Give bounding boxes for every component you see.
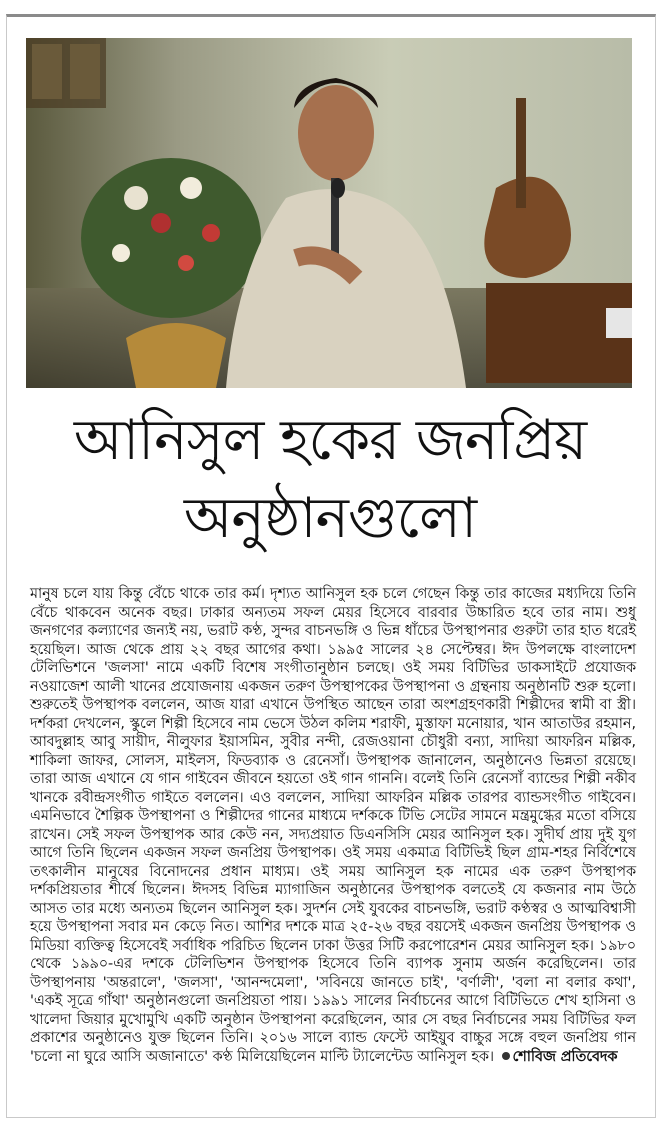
headline bbox=[20, 402, 640, 558]
article-text: মানুষ চলে যায় কিন্তু বেঁচে থাকে তার কর্ম। দৃশ্যত আনিসুল হক চলে গেছেন কিন্তু তার কাজের মধ্যদিয়ে তিনি বেঁচে থাকবেন অনেক বছর। ঢাকার অন্যতম সফল মেয়র হিসেবে বারবার উচ্চারিত হবে তার নাম। শুধু জনগণের কল্যাণের জন্যই নয়, ভরাট কণ্ঠ, সুন্দর বাচনভঙ্গি ও ভিন্ন ধাঁচের উপস্থাপনার গুরুটা তার হাত ধরেই হয়েছিল। আজ থেকে প্রায় ২২ বছর আগের কথা। ১৯৯৫ সালের ২৪ সেপ্টেম্বর। ঈদ উপলক্ষে বাংলাদেশ টেলিভিশনে 'জলসা' নামে একটি বিশেষ সংগীতানুষ্ঠান চলছে। ওই সময় বিটিভির ডাকসাইটে প্রযোজক নওয়াজেশ আলী খানের প্রযোজনায় একজন তরুণ উপস্থাপকের উপস্থাপনা ও গ্রন্থনায় অনুষ্ঠানটি শুরু হলো। শুরুতেই উপস্থাপক বললেন, আজ যারা এখানে উপস্থিত আছেন তারা অংশগ্রহণকারী শিল্পীদের স্বামী বা স্ত্রী। দর্শকরা দেখলেন, স্কুলে শিল্পী হিসেবে নাম ভেসে উঠল কলিম শরাফী, মুস্তাফা মনোয়ার, খান আতাউর রহমান, আবদুল্লাহ আবু সায়ীদ, নীলুফার ইয়াসমিন, সুবীর নন্দী, রেজওয়ানা চৌধুরী বন্যা, সাদিয়া আফরিন মল্লিক, শাকিলা জাফর, সোলস, মাইলস, ফিডব্যাক ও রেনেসাঁ। উপস্থাপক জানালেন, অনুষ্ঠানেও ভিন্নতা রয়েছে। তারা আজ এখানে যে গান গাইবেন জীবনে হয়তো ওই গান গাননি। বলেই তিনি রেনেসাঁ ব্যান্ডের শিল্পী নকীব খানকে রবীন্দ্রসংগীত গাইতে বললেন। এও বললেন, সাদিয়া আফরিন মল্লিক তারপর ব্যান্ডসংগীত গাইবেন। এমনিভাবে শৈল্পিক উপস্থাপনা ও শিল্পীদের গানের মাধ্যমে দর্শককে টিভি সেটের সামনে মন্ত্রমুগ্ধের মতো বসিয়ে রাখেন। সেই সফল উপস্থাপক আর কেউ নন, সদ্যপ্রয়াত ডিএনসিসি মেয়র আনিসুল হক। সুদীর্ঘ প্রায় দুই যুগ আগে তিনি ছিলেন একজন সফল জনপ্রিয় উপস্থাপক। ওই সময় একমাত্র বিটিভিই ছিল গ্রাম-শহর নির্বিশেষে তৎকালীন মানুষের বিনোদনের প্রধান মাধ্যম। ওই সময় আনিসুল হক নামের এক তরুণ উপস্থাপক দর্শকপ্রিয়তার শীর্ষে ছিলেন। ঈদসহ বিভিন্ন ম্যাগাজিন অনুষ্ঠানের উপস্থাপক বলতেই যে কজনার নাম উঠে আসত তার মধ্যে অন্যতম ছিলেন আনিসুল হক। সুদর্শন সেই যুবকের বাচনভঙ্গি, ভরাট কণ্ঠস্বর ও আত্মবিশ্বাসী হয়ে উপস্থাপনা সবার মন কেড়ে নিত। আশির দশকে মাত্র ২৫-২৬ বছর বয়সেই একজন জনপ্রিয় উপস্থাপক ও মিডিয়া ব্যক্তিত্ব হিসেবেই সর্বাধিক পরিচিত ছিলেন ঢাকা উত্তর সিটি করপোরেশন মেয়র আনিসুল হক। ১৯৮০ থেকে ১৯৯০-এর দশকে টেলিভিশন উপস্থাপক হিসেবে তিনি ব্যাপক সুনাম অর্জন করেছিলেন। তার উপস্থাপনায় 'অন্তরালে', 'জলসা', 'আনন্দমেলা', 'সবিনয়ে জানতে চাই', 'বর্ণালী', 'বলা না বলার কথা', 'একই সূত্রে গাঁথা' অনুষ্ঠানগুলো জনপ্রিয়তা পায়। ১৯৯১ সালের নির্বাচনের আগে বিটিভিতে শেখ হাসিনা ও খালেদা জিয়ার মুখোমুখি একটি অনুষ্ঠান উপস্থাপনা করেছিলেন, আর সে বছর নির্বাচনের সময় বিটিভির ফল প্রকাশের অনুষ্ঠানেও যুক্ত ছিলেন তিনি। ২০১৬ সালে ব্যান্ড ফেস্টে আইয়ুব বাচ্চুর সঙ্গে বহুল জনপ্রিয় গান 'চলো না ঘুরে আসি অজানাতে' কণ্ঠ মিলিয়েছিলেন মাল্টি ট্যালেন্টেড আনিসুল হক। bbox=[30, 586, 636, 1065]
article-body bbox=[30, 585, 636, 1066]
headline-line-1: আনিসুল হকের জনপ্রিয় bbox=[73, 408, 587, 473]
headline-line-2: অনুষ্ঠানগুলো bbox=[183, 486, 477, 551]
bullet-icon bbox=[502, 1052, 510, 1060]
byline bbox=[499, 1049, 618, 1065]
presenter-photo-illustration bbox=[26, 38, 632, 388]
byline-text: শোবিজ প্রতিবেদক bbox=[512, 1048, 618, 1065]
presenter-photo bbox=[26, 38, 632, 388]
